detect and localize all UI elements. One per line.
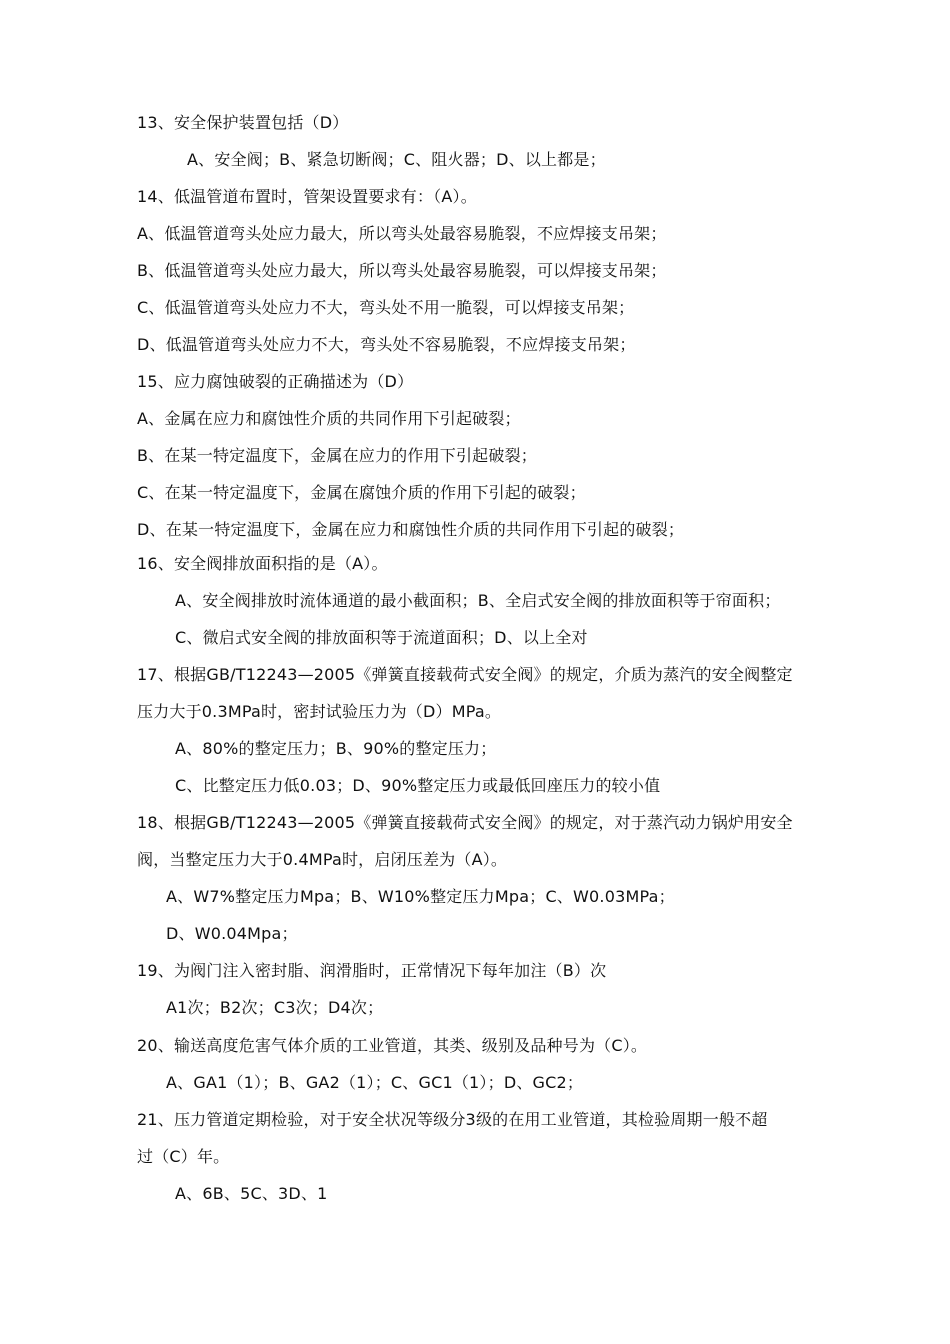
- question-20-options: A、GA1（1）；B、GA2（1）；C、GC1（1）；D、GC2；: [166, 1073, 584, 1092]
- question-21: 21、压力管道定期检验，对于安全状况等级分3级的在用工业管道，其检验周期一般不超: [137, 1110, 768, 1129]
- question-18-option-d: D、W0.04Mpa；: [166, 924, 298, 943]
- question-19: 19、为阀门注入密封脂、润滑脂时，正常情况下每年加注（B）次: [137, 961, 607, 980]
- question-16: 16、安全阀排放面积指的是（A）。: [137, 554, 388, 573]
- question-20: 20、输送高度危害气体介质的工业管道，其类、级别及品种号为（C）。: [137, 1036, 648, 1055]
- question-14-option-b: B、低温管道弯头处应力最大，所以弯头处最容易脆裂，可以焊接支吊架；: [137, 261, 667, 280]
- question-15-option-c: C、在某一特定温度下，金属在腐蚀介质的作用下引起的破裂；: [137, 483, 586, 502]
- question-15: 15、应力腐蚀破裂的正确描述为（D）: [137, 372, 414, 391]
- question-17: 17、根据GB/T12243—2005《弹簧直接载荷式安全阀》的规定，介质为蒸汽的安全阀整定: [137, 665, 793, 684]
- question-15-option-b: B、在某一特定温度下，金属在应力的作用下引起破裂；: [137, 446, 537, 465]
- question-13: 13、安全保护装置包括（D）: [137, 113, 349, 132]
- question-19-options: A1次；B2次；C3次；D4次；: [166, 998, 384, 1017]
- question-17-options-cd: C、比整定压力低0.03；D、90%整定压力或最低回座压力的较小值: [175, 776, 661, 795]
- question-15-option-d: D、在某一特定温度下，金属在应力和腐蚀性介质的共同作用下引起的破裂；: [137, 520, 685, 539]
- question-16-options-cd: C、微启式安全阀的排放面积等于流道面积；D、以上全对: [175, 628, 588, 647]
- question-14-option-c: C、低温管道弯头处应力不大，弯头处不用一脆裂，可以焊接支吊架；: [137, 298, 635, 317]
- question-17-cont: 压力大于0.3MPa时，密封试验压力为（D）MPa。: [137, 702, 502, 721]
- question-17-options-ab: A、80%的整定压力；B、90%的整定压力；: [175, 739, 497, 758]
- question-13-options: A、安全阀；B、紧急切断阀；C、阻火器；D、以上都是；: [187, 150, 606, 169]
- question-14-option-a: A、低温管道弯头处应力最大，所以弯头处最容易脆裂，不应焊接支吊架；: [137, 224, 667, 243]
- question-18-options-abc: A、W7%整定压力Mpa；B、W10%整定压力Mpa；C、W0.03MPa；: [166, 887, 675, 906]
- question-21-cont: 过（C）年。: [137, 1147, 230, 1166]
- question-14: 14、低温管道布置时，管架设置要求有：（A）。: [137, 187, 477, 206]
- question-18-cont: 阀，当整定压力大于0.4MPa时，启闭压差为（A）。: [137, 850, 508, 869]
- question-16-options-ab: A、安全阀排放时流体通道的最小截面积；B、全启式安全阀的排放面积等于帘面积；: [175, 591, 781, 610]
- question-15-option-a: A、金属在应力和腐蚀性介质的共同作用下引起破裂；: [137, 409, 521, 428]
- question-18: 18、根据GB/T12243—2005《弹簧直接载荷式安全阀》的规定，对于蒸汽动力锅炉用安全: [137, 813, 793, 832]
- question-14-option-d: D、低温管道弯头处应力不大，弯头处不容易脆裂，不应焊接支吊架；: [137, 335, 636, 354]
- question-21-options: A、6B、5C、3D、1: [175, 1184, 328, 1203]
